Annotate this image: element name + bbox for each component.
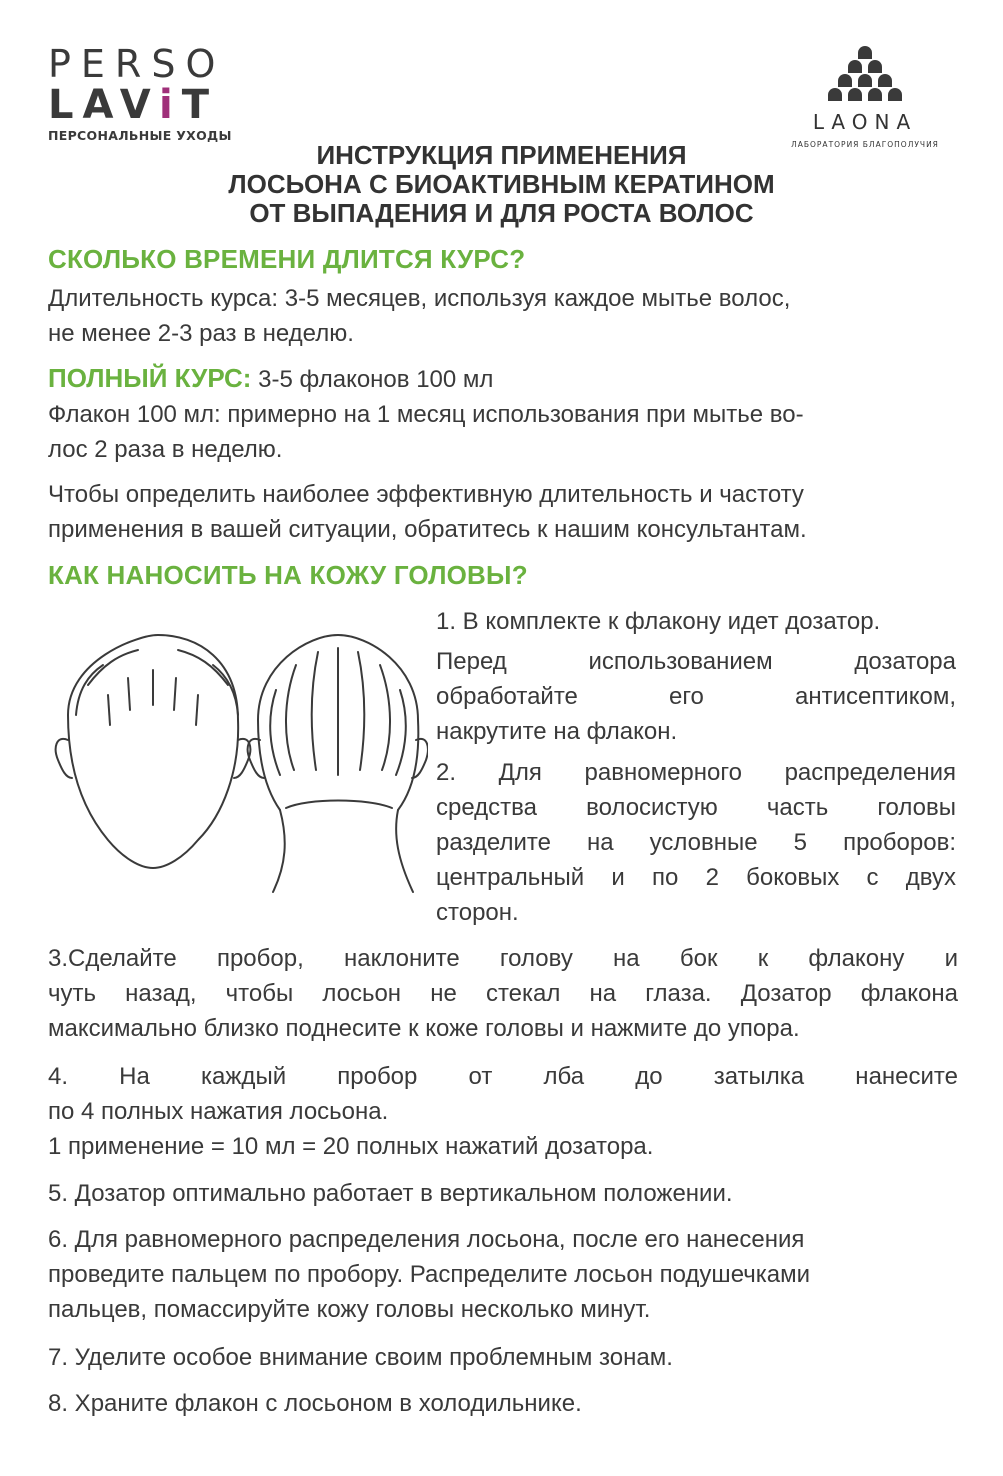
step-4: 4. На каждый пробор от лба до затылка нанесите по 4 полных нажатия лосьона. 1 применение = 10 мл = 20 полных нажатий дозатора.	[48, 1063, 958, 1160]
step-1: 1. В комплекте к флакону идет дозатор.	[436, 608, 881, 635]
laona-name: LAONA	[812, 110, 918, 134]
title-line: ОТ ВЫПАДЕНИЯ И ДЛЯ РОСТА ВОЛОС	[249, 198, 754, 228]
logo-line2: LAViT	[48, 82, 218, 128]
full-course: ПОЛНЫЙ КУРС: 3-5 флаконов 100 мл Флакон 100 мл: примерно на 1 месяц использования при мытье во- лос 2 раза в неделю.	[48, 363, 804, 463]
consult-text: Чтобы определить наиболее эффективную длительность и частоту применения в вашей ситуации, обратитесь к нашим консультантам.	[48, 481, 807, 543]
course-duration: Длительность курса: 3-5 месяцев, используя каждое мытье волос, не менее 2-3 раз в неделю.	[48, 285, 791, 347]
logo-tagline: ПЕРСОНАЛЬНЫЕ УХОДЫ	[48, 128, 232, 143]
step-6: 6. Для равномерного распределения лосьона, после его нанесения проведите пальцем по пробору. Распределите лосьон подушечками пальцев, помассируйте кожу головы несколько минут.	[48, 1226, 811, 1323]
course-heading: СКОЛЬКО ВРЕМЕНИ ДЛИТСЯ КУРС?	[48, 244, 526, 274]
full-course-label: ПОЛНЫЙ КУРС:	[48, 363, 252, 393]
step-2: 2. Для равномерного распределения средства волосистую часть головы разделите на условные 5 проборов: центральный и по 2 боковых с двух сторон.	[436, 759, 956, 926]
laona-emblem-icon	[819, 44, 911, 106]
logo-line1: PERSO	[48, 42, 226, 86]
page-title	[0, 141, 1003, 228]
head-partings-icon	[48, 630, 428, 900]
perso-lavit-logo	[48, 44, 248, 143]
title-line: ИНСТРУКЦИЯ ПРИМЕНЕНИЯ	[316, 140, 687, 170]
step-3: 3.Сделайте пробор, наклоните голову на бок к флакону и чуть назад, чтобы лосьон не стекал на глаза. Дозатор флакона максимально близко поднесите к коже головы и нажмите до упора.	[48, 945, 958, 1042]
apply-heading: КАК НАНОСИТЬ НА КОЖУ ГОЛОВЫ?	[48, 560, 528, 590]
step-7: 7. Уделите особое внимание своим проблемным зонам.	[48, 1344, 673, 1371]
step-1-detail: Перед использованием дозатора обработайте его антисептиком, накрутите на флакон.	[436, 648, 956, 745]
title-line: ЛОСЬОНА С БИОАКТИВНЫМ КЕРАТИНОМ	[228, 169, 775, 199]
step-5: 5. Дозатор оптимально работает в вертикальном положении.	[48, 1180, 733, 1207]
laona-tagline: ЛАБОРАТОРИЯ БЛАГОПОЛУЧИЯ	[791, 140, 939, 149]
step-8: 8. Храните флакон с лосьоном в холодильнике.	[48, 1390, 582, 1417]
full-course-value: 3-5 флаконов 100 мл	[251, 366, 494, 393]
laona-logo	[780, 44, 950, 149]
